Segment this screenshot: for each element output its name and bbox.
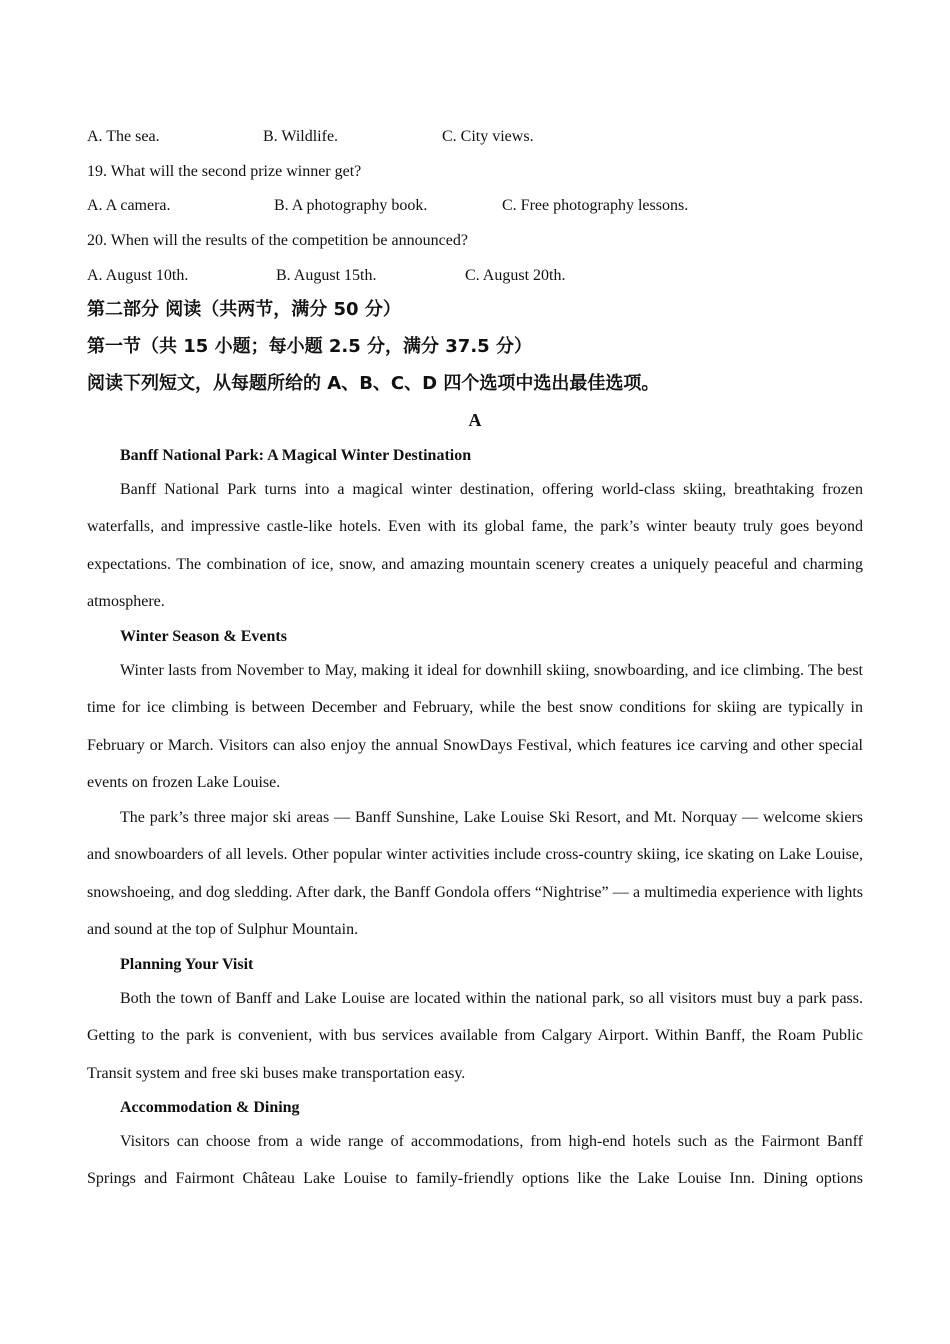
section-heading-winter: Winter Season & Events [120, 628, 287, 645]
section-heading-accommodation: Accommodation & Dining [120, 1099, 300, 1116]
q19-option-b: B. A photography book. [274, 197, 428, 214]
intro-paragraph: Banff National Park turns into a magical winter destination, offering world-class skiing, breathtaking frozen waterfalls, and impressive castle-like hotels. Even with its global fame, the park’s winter beauty truly goes beyond expectations. The combination of ice, snow, and amazing mountain scenery creates a uniquely peaceful and charming atmosphere. [87, 481, 863, 610]
passage-label: A [468, 410, 482, 430]
q19-question: 19. What will the second prize winner get? [87, 163, 362, 180]
q20-option-b: B. August 15th. [276, 267, 377, 284]
q19-option-a: A. A camera. [87, 197, 171, 214]
accommodation-paragraph: Visitors can choose from a wide range of accommodations, from high-end hotels such as the Fairmont Banff Springs and Fairmont Château Lake Louise to family-friendly options like the Lake Louise Inn. Dining options [87, 1133, 863, 1188]
q20-option-a: A. August 10th. [87, 267, 189, 284]
winter-paragraph-1: Winter lasts from November to May, making it ideal for downhill skiing, snowboarding, and ice climbing. The best time for ice climbing is between December and February, while the best snow conditions for skiing are typically in February or March. Visitors can also enjoy the annual SnowDays Festival, which features ice carving and other special events on frozen Lake Louise. [87, 662, 863, 791]
q19-option-c: C. Free photography lessons. [502, 197, 689, 214]
q18-option-c: C. City views. [442, 128, 534, 145]
reading-instruction: 阅读下列短文，从每题所给的 A、B、C、D 四个选项中选出最佳选项。 [87, 373, 660, 394]
q20-question: 20. When will the results of the competition be announced? [87, 232, 468, 249]
q18-option-a: A. The sea. [87, 128, 160, 145]
planning-paragraph: Both the town of Banff and Lake Louise are located within the national park, so all visitors must buy a park pass. Getting to the park is convenient, with bus services available from Calgary Airport. Within Banff, the Roam Public Transit system and free ski buses make transportation easy. [87, 990, 863, 1082]
subsection-title: 第一节（共 15 小题；每小题 2.5 分，满分 37.5 分） [87, 336, 532, 357]
part-title: 第二部分 阅读（共两节，满分 50 分） [87, 299, 401, 320]
winter-paragraph-2: The park’s three major ski areas — Banff Sunshine, Lake Louise Ski Resort, and Mt. Norquay — welcome skiers and snowboarders of all levels. Other popular winter activities include cross-country skiing, ice skating on Lake Louise, snowshoeing, and dog sledding. After dark, the Banff Gondola offers “Nightrise” — a multimedia experience with lights and sound at the top of Sulphur Mountain. [87, 809, 863, 938]
section-heading-planning: Planning Your Visit [120, 956, 254, 973]
passage-title: Banff National Park: A Magical Winter Destination [120, 447, 472, 464]
q20-option-c: C. August 20th. [465, 267, 566, 284]
q18-option-b: B. Wildlife. [263, 128, 339, 145]
